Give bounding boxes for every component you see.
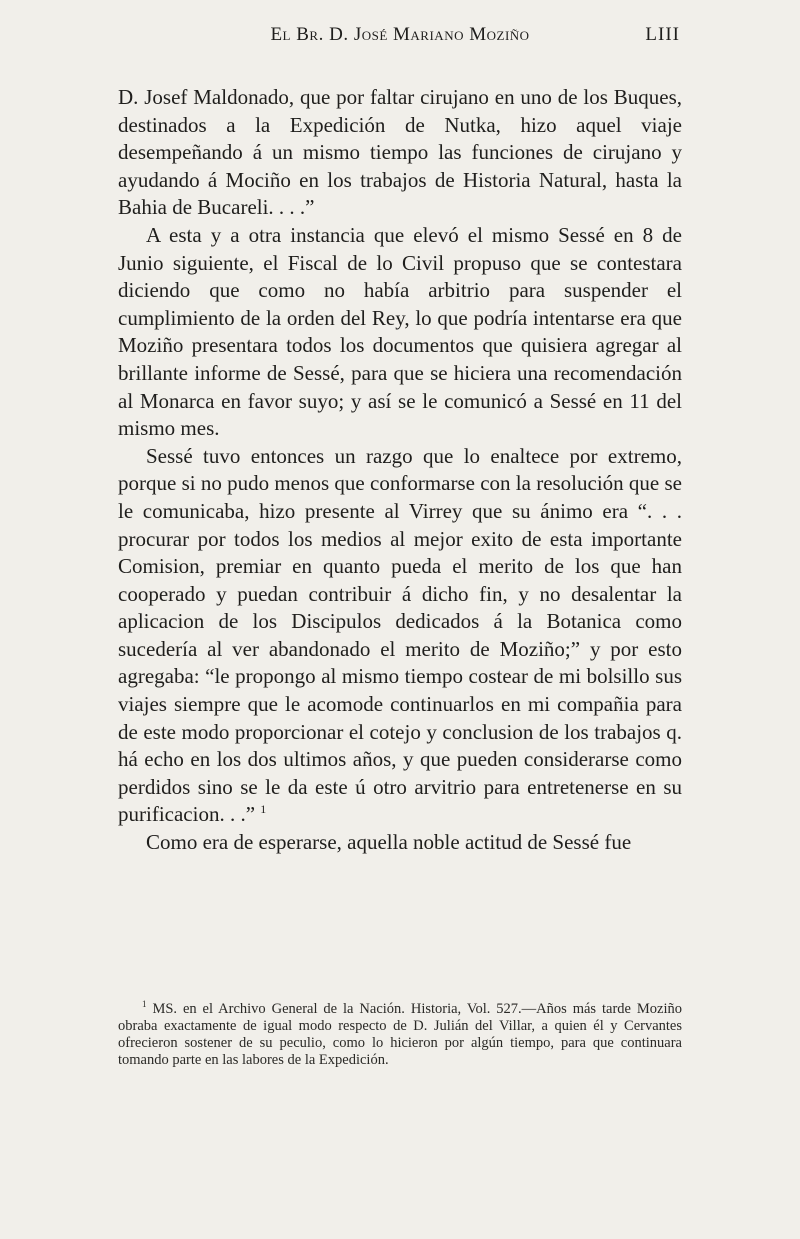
page-number: LIII (645, 24, 680, 45)
paragraph (118, 443, 682, 829)
running-title: El Br. D. José Mariano Moziño (270, 24, 530, 45)
footnote (118, 1001, 682, 1069)
paragraph-text: Sessé tuvo entonces un razgo que lo enaltece por extremo, porque si no pudo menos que conformarse con la resolución que se le comunicaba, hizo presente al Virrey que su ánimo era “. . . procurar por todos los medios al mejor exito de esta importante Comision, premiar en quanto pueda el merito de los que han cooperado y puedan contribuir á dicho fin, y no desalentar la aplicacion de los Discipulos dedicados á la Botanica como sucedería al ver abandonado el merito de Moziño;” y por esto agregaba: “le propongo al mismo tiempo costear de mi bolsillo sus viajes siempre que le acomode continuarlos en mi compañia para de este modo proporcionar el cotejo y conclusion de los trabajos q. há echo en los dos ultimos años, y que pueden considerarse como perdidos sino se le da este ú otro arvitrio para entretenerse en su purificacion. . .” (118, 443, 682, 827)
paragraph: D. Josef Maldonado, que por faltar cirujano en uno de los Buques, destinados a la Expedición de Nutka, hizo aquel viaje desempeñando á un mismo tiempo las funciones de cirujano y ayudando á Mociño en los trabajos de Historia Natural, hasta la Bahia de Bucareli. . . .” (118, 85, 682, 220)
footnotes (118, 1001, 682, 1069)
body-text (118, 84, 682, 857)
paragraph: Como era de esperarse, aquella noble actitud de Sessé fue (146, 830, 632, 855)
footnote-number: 1 (142, 999, 147, 1010)
running-header (120, 24, 680, 54)
footnote-reference: 1 (260, 802, 267, 817)
footnote-text: MS. en el Archivo General de la Nación. Historia, Vol. 527.—Años más tarde Moziño obraba exactamente de igual modo respecto de D. Julián del Villar, a quien él y Cervantes ofrecieron sostener de su peculio, como lo hicieron por algún tiempo, para que continuara tomando parte en las labores de la Expedición. (118, 1001, 683, 1068)
paragraph: A esta y a otra instancia que elevó el mismo Sessé en 8 de Junio siguiente, el Fiscal de lo Civil propuso que se contestara diciendo que como no había arbitrio para suspender el cumplimiento de la orden del Rey, lo que podría intentarse era que Moziño presentara todos los documentos que quisiera agregar al brillante informe de Sessé, para que se hiciera una recomendación al Monarca en favor suyo; y así se le comunicó a Sessé en 11 del mismo mes. (118, 222, 682, 441)
